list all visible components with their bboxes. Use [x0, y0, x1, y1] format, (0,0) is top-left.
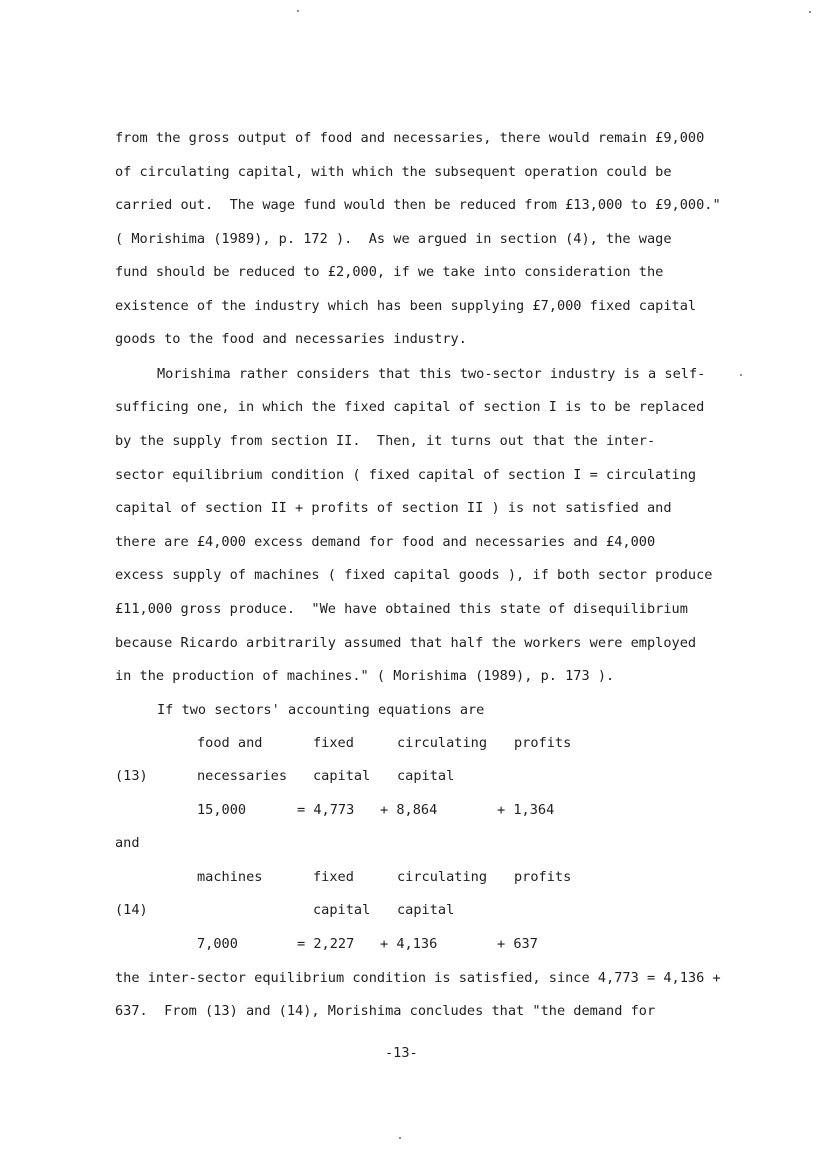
- paragraph-2-line-6: there are £4,000 excess demand for food and necessaries and £4,000: [115, 534, 656, 550]
- eq13-header-output-2: necessaries: [197, 768, 288, 784]
- paragraph-2-line-10: in the production of machines." ( Morishima (1989), p. 173 ).: [115, 668, 615, 684]
- eq13-header-circulating-2: capital: [397, 768, 455, 784]
- paragraph-1-line-4: ( Morishima (1989), p. 172 ). As we argued in section (4), the wage: [115, 231, 672, 247]
- paragraph-2-line-3: by the supply from section II. Then, it turns out that the inter-: [115, 433, 656, 449]
- eq14-header-profits: profits: [514, 869, 572, 885]
- scan-speck: [809, 11, 811, 13]
- paragraph-1-line-5: fund should be reduced to £2,000, if we take into consideration the: [115, 264, 664, 280]
- eq13-number: (13): [115, 768, 148, 784]
- eq14-value-profits: + 637: [497, 936, 538, 952]
- paragraph-1-line-3: carried out. The wage fund would then be reduced from £13,000 to £9,000.": [115, 197, 721, 213]
- eq13-header-fixed: fixed: [313, 735, 354, 751]
- eq13-header-fixed-2: capital: [313, 768, 371, 784]
- paragraph-1-line-6: existence of the industry which has been supplying £7,000 fixed capital: [115, 298, 697, 314]
- eq13-header-profits: profits: [514, 735, 572, 751]
- eq14-header-circulating-2: capital: [397, 902, 455, 918]
- paragraph-1-line-2: of circulating capital, with which the subsequent operation could be: [115, 164, 672, 180]
- eq14-header-output: machines: [197, 869, 263, 885]
- page-number: -13-: [385, 1045, 418, 1061]
- scan-speck: [399, 1137, 401, 1139]
- scan-speck: [297, 10, 299, 12]
- paragraph-2-line-4: sector equilibrium condition ( fixed capital of section I = circulating: [115, 467, 697, 483]
- paragraph-1-line-7: goods to the food and necessaries industry.: [115, 331, 467, 347]
- eq13-value-profits: + 1,364: [497, 802, 555, 818]
- paragraph-3-line-2: 637. From (13) and (14), Morishima concludes that "the demand for: [115, 1003, 656, 1019]
- paragraph-3-line-1: the inter-sector equilibrium condition is satisfied, since 4,773 = 4,136 +: [115, 970, 721, 986]
- eq14-header-fixed: fixed: [313, 869, 354, 885]
- eq13-header-circulating: circulating: [397, 735, 488, 751]
- paragraph-2-line-8: £11,000 gross produce. "We have obtained this state of disequilibrium: [115, 601, 688, 617]
- eq14-value-circulating: + 4,136: [380, 936, 438, 952]
- paragraph-1-line-1: from the gross output of food and necessaries, there would remain £9,000: [115, 130, 705, 146]
- eq14-header-fixed-2: capital: [313, 902, 371, 918]
- paragraph-2-line-1: Morishima rather considers that this two-sector industry is a self-: [157, 366, 706, 382]
- eq14-header-circulating: circulating: [397, 869, 488, 885]
- paragraph-2-line-2: sufficing one, in which the fixed capital of section I is to be replaced: [115, 399, 705, 415]
- eq13-value-circulating: + 8,864: [380, 802, 438, 818]
- eq13-value-output: 15,000: [197, 802, 247, 818]
- eq14-number: (14): [115, 902, 148, 918]
- eq13-header-output: food and: [197, 735, 263, 751]
- paragraph-2-line-9: because Ricardo arbitrarily assumed that half the workers were employed: [115, 635, 697, 651]
- paragraph-2-line-5: capital of section II + profits of section II ) is not satisfied and: [115, 500, 672, 516]
- eq14-value-output: 7,000: [197, 936, 238, 952]
- eq14-value-fixed: = 2,227: [297, 936, 355, 952]
- equations-intro: If two sectors' accounting equations are: [157, 702, 485, 718]
- paragraph-2-line-7: excess supply of machines ( fixed capital goods ), if both sector produce: [115, 567, 713, 583]
- eq13-value-fixed: = 4,773: [297, 802, 355, 818]
- scan-speck: [740, 374, 742, 376]
- equations-connector: and: [115, 835, 140, 851]
